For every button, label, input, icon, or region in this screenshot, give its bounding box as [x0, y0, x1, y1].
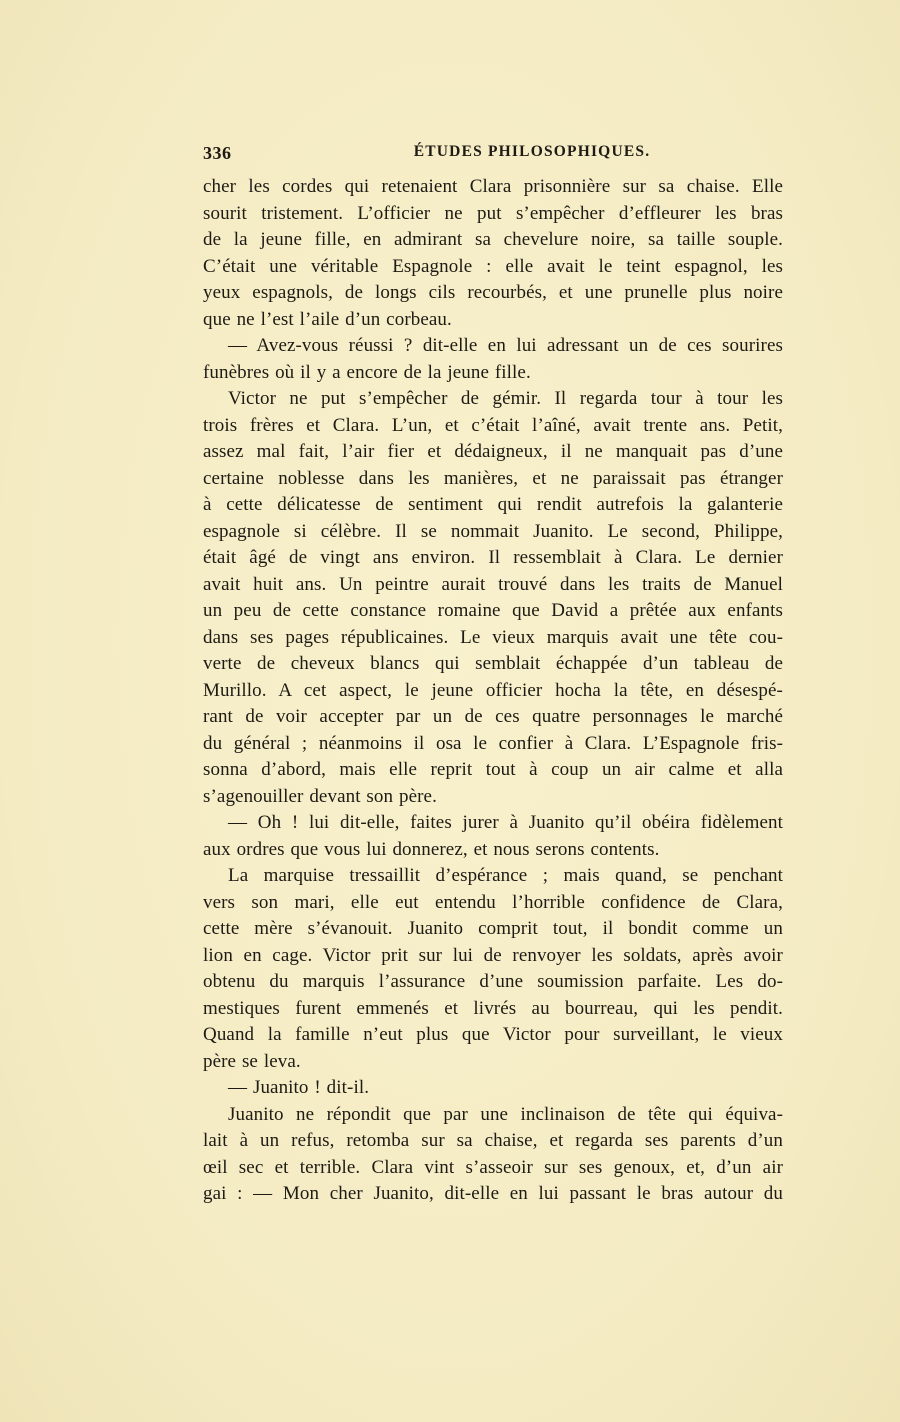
text-line: espagnole si célèbre. Il se nommait Juanito. Le second, Philippe, — [203, 520, 783, 542]
text-line: vers son mari, elle eut entendu l’horrible confidence de Clara, — [203, 891, 783, 913]
text-line: gai : — Mon cher Juanito, dit-elle en lui passant le bras autour du — [203, 1183, 783, 1204]
text-line: œil sec et terrible. Clara vint s’asseoir sur ses genoux, et, d’un air — [203, 1156, 783, 1178]
text-line: de la jeune fille, en admirant sa chevelure noire, sa taille souple. — [203, 229, 783, 250]
text-line: mestiques furent emmenés et livrés au bourreau, qui les pendit. — [203, 997, 783, 1019]
text-line: Quand la famille n’eut plus que Victor pour surveillant, le vieux — [203, 1024, 783, 1045]
text-line: aux ordres que vous lui donnerez, et nous serons contents. — [203, 838, 660, 860]
body-text — [203, 174, 783, 1208]
text-line: à cette délicatesse de sentiment qui rendit autrefois la galanterie — [203, 494, 783, 515]
text-line: que ne l’est l’aile d’un corbeau. — [203, 308, 452, 330]
text-line: Victor ne put s’empêcher de gémir. Il regarda tour à tour les — [228, 388, 783, 409]
text-line: La marquise tressaillit d’espérance ; mais quand, se penchant — [228, 865, 783, 886]
text-line: un peu de cette constance romaine que David a prêtée aux enfants — [203, 600, 783, 621]
text-line: verte de cheveux blancs qui semblait échappée d’un tableau de — [203, 653, 783, 674]
text-line: était âgé de vingt ans environ. Il ressemblait à Clara. Le dernier — [203, 547, 783, 568]
text-line: — Oh ! lui dit-elle, faites jurer à Juanito qu’il obéira fidèlement — [228, 812, 783, 833]
running-title: ÉTUDES PHILOSOPHIQUES. — [413, 143, 651, 160]
text-line: avait huit ans. Un peintre aurait trouvé dans les traits de Manuel — [203, 573, 783, 595]
text-line: sourit tristement. L’officier ne put s’empêcher d’effleurer les bras — [203, 202, 783, 224]
text-line: lion en cage. Victor prit sur lui de renvoyer les soldats, après avoir — [203, 944, 783, 966]
text-line: dans ses pages républicaines. Le vieux marquis avait une tête cou- — [203, 626, 783, 648]
text-line: C’était une véritable Espagnole : elle avait le teint espagnol, les — [203, 255, 783, 277]
text-line: sonna d’abord, mais elle reprit tout à coup un air calme et alla — [203, 759, 783, 780]
text-line: obtenu du marquis l’assurance d’une soumission parfaite. Les do- — [203, 971, 783, 992]
text-line: cette mère s’évanouit. Juanito comprit tout, il bondit comme un — [203, 918, 783, 939]
text-line: lait à un refus, retomba sur sa chaise, et regarda ses parents d’un — [203, 1130, 783, 1151]
text-line: du général ; néanmoins il osa le confier à Clara. L’Espagnole fris- — [203, 732, 783, 754]
text-line: Murillo. A cet aspect, le jeune officier hocha la tête, en désespé- — [203, 679, 783, 701]
text-line: cher les cordes qui retenaient Clara prisonnière sur sa chaise. Elle — [203, 176, 783, 197]
text-line: — Juanito ! dit-il. — [228, 1077, 370, 1098]
text-line: trois frères et Clara. L’un, et c’était l’aîné, avait trente ans. Petit, — [203, 414, 783, 436]
text-line: — Avez-vous réussi ? dit-elle en lui adressant un de ces sourires — [228, 335, 783, 356]
text-line: père se leva. — [203, 1050, 301, 1072]
text-line: certaine noblesse dans les manières, et ne paraissait pas étranger — [203, 467, 783, 489]
text-line: rant de voir accepter par un de ces quatre personnages le marché — [203, 706, 783, 727]
text-line: Juanito ne répondit que par une inclinaison de tête qui équiva- — [228, 1103, 783, 1125]
text-line: funèbres où il y a encore de la jeune fille. — [203, 361, 531, 383]
text-line: s’agenouiller devant son père. — [203, 785, 437, 807]
page-number: 336 — [203, 143, 232, 163]
text-line: yeux espagnols, de longs cils recourbés, et une prunelle plus noire — [203, 282, 783, 303]
text-line: assez mal fait, l’air fier et dédaigneux, il ne manquait pas d’une — [203, 441, 783, 462]
